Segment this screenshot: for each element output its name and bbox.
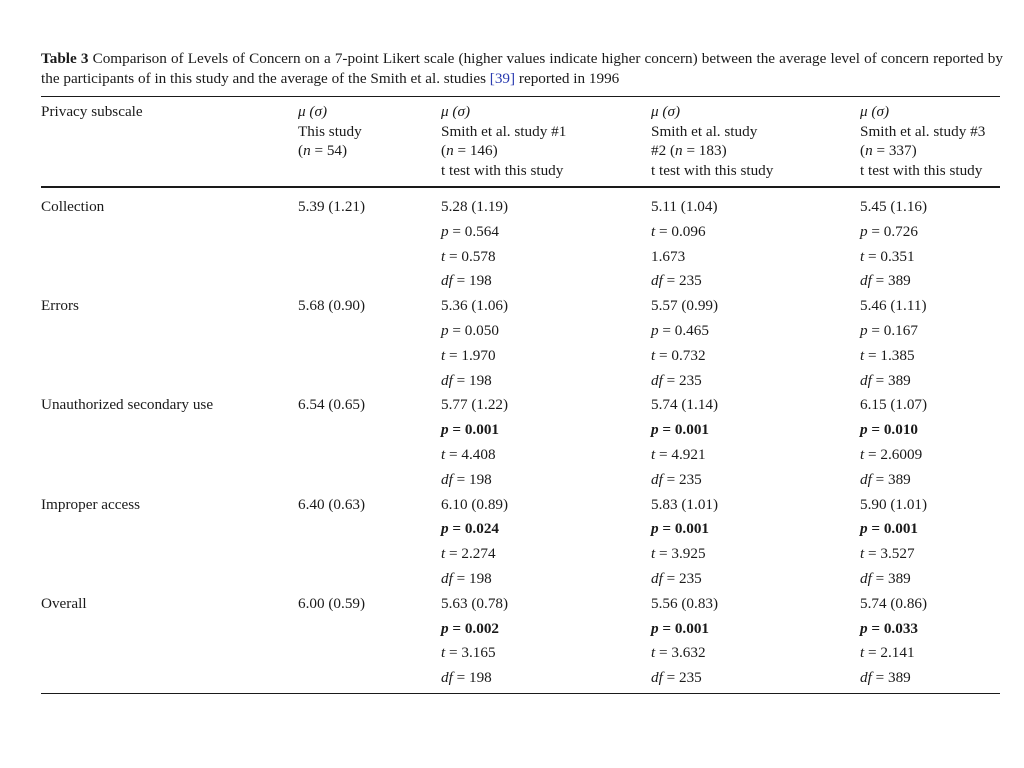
- smith-study-1-value: df = 198: [441, 470, 492, 488]
- table-row: [0, 470, 1024, 495]
- header-line: Privacy subscale: [41, 103, 143, 120]
- header-line: Smith et al. study #3: [860, 122, 986, 140]
- table-row: [0, 321, 1024, 346]
- smith-study-3-value: p = 0.726: [860, 222, 918, 240]
- smith-study-1-value: t = 2.274: [441, 545, 496, 563]
- header-line: (n = 337): [860, 142, 917, 160]
- table-bottom-rule: [41, 693, 1000, 694]
- table-row: [0, 296, 1024, 321]
- smith-study-1-value: p = 0.050: [441, 322, 499, 339]
- table-row: [0, 569, 1024, 594]
- table-row: [0, 643, 1024, 668]
- smith-study-3-value: 5.74 (0.86): [860, 594, 928, 612]
- header-line: Smith et al. study: [651, 122, 758, 140]
- smith-study-3-value: p = 0.033: [860, 619, 919, 637]
- smith-study-2-value: df = 235: [651, 470, 702, 488]
- smith-study-2-value: df = 235: [651, 371, 702, 389]
- smith-study-1-value: df = 198: [441, 371, 492, 389]
- this-study-value: 5.68 (0.90): [298, 297, 366, 315]
- table-row: [0, 594, 1024, 619]
- smith-study-3-value: 6.15 (1.07): [860, 396, 928, 414]
- smith-study-2-value: 5.56 (0.83): [651, 594, 719, 612]
- table-row: [0, 247, 1024, 272]
- header-line: #2 (n = 183): [651, 142, 727, 160]
- header-line: t test with this study: [860, 161, 983, 179]
- table-row: [0, 271, 1024, 296]
- smith-study-3-value: t = 3.527: [860, 545, 915, 563]
- smith-study-1-value: 5.28 (1.19): [441, 198, 509, 215]
- header-smith-study-1: [441, 102, 566, 180]
- table-top-rule: [41, 96, 1000, 97]
- header-line: (n = 54): [298, 142, 348, 160]
- this-study-value: 5.39 (1.21): [298, 198, 366, 215]
- smith-study-3-value: df = 389: [860, 371, 911, 389]
- subscale-label: Overall: [41, 594, 87, 612]
- smith-study-3-value: p = 0.167: [860, 322, 918, 339]
- smith-study-2-value: 5.74 (1.14): [651, 396, 719, 414]
- smith-study-2-value: p = 0.001: [651, 421, 710, 439]
- smith-study-2-value: t = 3.632: [651, 644, 706, 662]
- table-row: [0, 346, 1024, 371]
- table-row: [0, 420, 1024, 445]
- header-line: This study: [298, 122, 362, 140]
- smith-study-2-value: 1.673: [651, 247, 686, 265]
- header-line: t test with this study: [441, 161, 564, 179]
- table-row: [0, 544, 1024, 569]
- smith-study-3-value: df = 389: [860, 470, 911, 488]
- smith-study-3-value: t = 2.141: [860, 644, 915, 662]
- subscale-label: Unauthorized secondary use: [41, 396, 214, 414]
- smith-study-2-value: df = 235: [651, 669, 702, 687]
- smith-study-1-value: 5.77 (1.22): [441, 396, 509, 414]
- header-line: t test with this study: [651, 161, 774, 179]
- header-privacy-subscale: [41, 102, 143, 122]
- smith-study-1-value: t = 3.165: [441, 644, 496, 662]
- smith-study-1-value: t = 4.408: [441, 446, 496, 463]
- table-caption: [41, 49, 1003, 88]
- header-line: μ (σ): [441, 103, 471, 120]
- smith-study-3-value: t = 1.385: [860, 346, 915, 364]
- smith-study-3-value: df = 389: [860, 669, 911, 687]
- smith-study-3-value: df = 389: [860, 272, 911, 290]
- smith-study-1-value: 5.36 (1.06): [441, 297, 509, 315]
- smith-study-1-value: df = 198: [441, 669, 492, 687]
- smith-study-1-value: p = 0.564: [441, 222, 499, 240]
- subscale-label: Errors: [41, 297, 79, 315]
- smith-study-2-value: 5.83 (1.01): [651, 495, 719, 513]
- smith-study-3-value: p = 0.001: [860, 520, 919, 538]
- subscale-label: Improper access: [41, 495, 141, 513]
- smith-study-2-value: t = 3.925: [651, 545, 706, 563]
- smith-study-1-value: 6.10 (0.89): [441, 495, 509, 513]
- smith-study-2-value: p = 0.465: [651, 322, 709, 339]
- caption-text-end: reported in 1996: [515, 69, 620, 87]
- this-study-value: 6.00 (0.59): [298, 594, 366, 612]
- smith-study-2-value: df = 235: [651, 570, 702, 587]
- smith-study-2-value: 5.57 (0.99): [651, 297, 719, 315]
- caption-text: Comparison of Levels of Concern on a 7-point Likert scale (higher values indicate higher concern) between the average level of concern reported by the participants of in this study and the average of the Smith et al. studies: [41, 50, 1003, 87]
- table-row: [0, 495, 1024, 520]
- subscale-label: Collection: [41, 198, 105, 215]
- table-row: [0, 222, 1024, 247]
- this-study-value: 6.40 (0.63): [298, 495, 366, 513]
- smith-study-1-value: t = 1.970: [441, 346, 496, 364]
- table-row: [0, 395, 1024, 420]
- header-this-study: [298, 102, 362, 161]
- smith-study-2-value: t = 0.732: [651, 346, 706, 364]
- header-line: μ (σ): [651, 103, 681, 120]
- smith-study-1-value: t = 0.578: [441, 247, 496, 265]
- smith-study-3-value: df = 389: [860, 570, 911, 587]
- smith-study-3-value: p = 0.010: [860, 421, 919, 439]
- table-row: [0, 371, 1024, 396]
- smith-study-3-value: t = 2.6009: [860, 446, 923, 463]
- smith-study-2-value: df = 235: [651, 272, 702, 290]
- smith-study-1-value: p = 0.001: [441, 421, 500, 439]
- smith-study-3-value: t = 0.351: [860, 247, 915, 265]
- smith-study-3-value: 5.90 (1.01): [860, 495, 928, 513]
- header-line: μ (σ): [860, 103, 890, 120]
- smith-study-1-value: df = 198: [441, 272, 492, 290]
- smith-study-2-value: p = 0.001: [651, 619, 710, 637]
- smith-study-3-value: 5.46 (1.11): [860, 297, 927, 315]
- header-line: μ (σ): [298, 103, 328, 120]
- header-smith-study-2: [651, 102, 773, 180]
- table-row: [0, 519, 1024, 544]
- smith-study-3-value: 5.45 (1.16): [860, 198, 928, 215]
- table-label: Table 3: [41, 50, 89, 67]
- table-row: [0, 197, 1024, 222]
- header-smith-study-3: [860, 102, 985, 180]
- smith-study-2-value: 5.11 (1.04): [651, 198, 718, 215]
- table-row: [0, 445, 1024, 470]
- table-row: [0, 668, 1024, 693]
- smith-study-2-value: p = 0.001: [651, 520, 710, 538]
- smith-study-2-value: t = 0.096: [651, 222, 706, 240]
- this-study-value: 6.54 (0.65): [298, 396, 366, 414]
- header-line: Smith et al. study #1: [441, 122, 567, 140]
- smith-study-1-value: df = 198: [441, 570, 492, 587]
- smith-study-1-value: p = 0.024: [441, 520, 500, 538]
- header-line: (n = 146): [441, 142, 498, 160]
- table-row: [0, 619, 1024, 644]
- smith-study-2-value: t = 4.921: [651, 446, 706, 463]
- smith-study-1-value: 5.63 (0.78): [441, 594, 509, 612]
- table-header-rule: [41, 186, 1000, 188]
- citation-link[interactable]: [39]: [489, 69, 516, 87]
- smith-study-1-value: p = 0.002: [441, 619, 500, 637]
